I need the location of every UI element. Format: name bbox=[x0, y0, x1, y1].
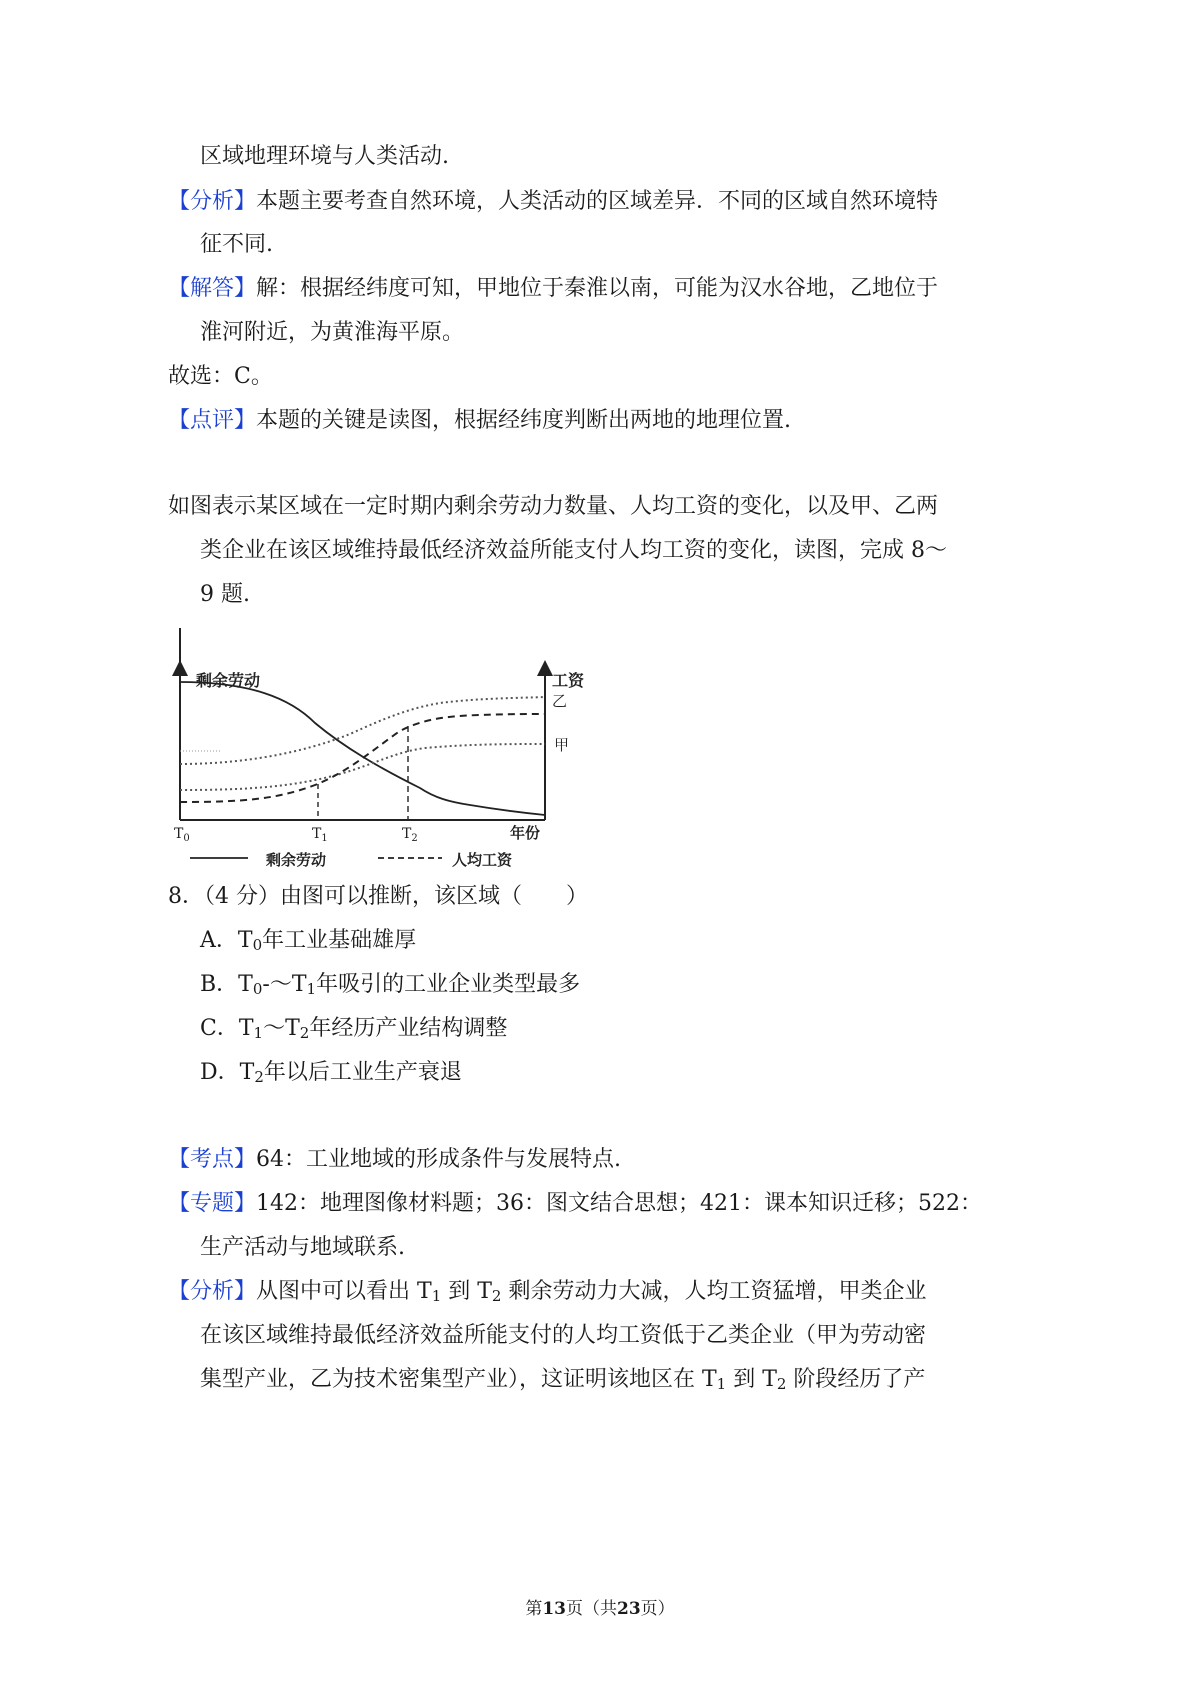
fenxi-line-3 bbox=[200, 1365, 925, 1395]
option-part: T bbox=[237, 928, 253, 953]
fenxi-sub: 2 bbox=[776, 1375, 787, 1393]
legend-dashed-label: 人均工资 bbox=[452, 851, 513, 869]
fenxi-sub: 2 bbox=[491, 1287, 502, 1305]
option-part: 年工业基础雄厚 bbox=[262, 928, 417, 953]
tick-t1: $T_1$ bbox=[312, 826, 328, 844]
comment-tag: 【点评】 bbox=[168, 408, 257, 433]
fenxi-part: 集型产业，乙为技术密集型产业），这证明该地区在 T bbox=[200, 1367, 717, 1392]
fenxi-part: 剩余劳动力大减，人均工资猛增，甲类企业 bbox=[501, 1279, 927, 1304]
page-footer bbox=[0, 1597, 1200, 1621]
option-sub: 1 bbox=[253, 1024, 264, 1042]
zhuanti-tag: 【专题】 bbox=[168, 1191, 257, 1216]
line-text: 淮河附近，为黄淮海平原。 bbox=[200, 320, 465, 345]
fenxi-part: 从图中可以看出 T bbox=[256, 1279, 432, 1304]
option-letter: C． bbox=[200, 1016, 239, 1041]
intro-line-2 bbox=[200, 536, 947, 566]
option-sub: 0 bbox=[252, 980, 263, 998]
option-letter: A． bbox=[200, 928, 238, 953]
intro-line-3 bbox=[200, 580, 250, 610]
fenxi-sub: 1 bbox=[716, 1375, 727, 1393]
kaodian-tag: 【考点】 bbox=[168, 1147, 257, 1172]
yi-curve bbox=[180, 697, 545, 764]
kaodian-line bbox=[168, 1145, 621, 1175]
legend-solid-label: 剩余劳动 bbox=[266, 851, 327, 869]
option-a bbox=[200, 926, 416, 956]
answer-line bbox=[168, 274, 938, 304]
text-line bbox=[200, 142, 449, 172]
left-axis-label: 剩余劳动 bbox=[196, 671, 261, 690]
yi-label: 乙 bbox=[552, 692, 568, 710]
footer-post: 页） bbox=[640, 1599, 675, 1619]
line-text: 区域地理环境与人类活动. bbox=[200, 144, 449, 169]
option-d bbox=[200, 1058, 462, 1088]
option-letter: D． bbox=[200, 1060, 240, 1085]
zhuanti-text: 142：地理图像材料题；36：图文结合思想；421：课本知识迁移；522： bbox=[256, 1191, 982, 1216]
jia-curve bbox=[180, 744, 545, 790]
footer-pre: 第 bbox=[525, 1599, 543, 1619]
zhuanti-cont: 生产活动与地域联系. bbox=[200, 1235, 405, 1260]
option-sub: 2 bbox=[254, 1068, 264, 1086]
text-line bbox=[200, 230, 273, 260]
option-sub: 2 bbox=[299, 1024, 310, 1042]
line-text: 解：根据经纬度可知，甲地位于秦淮以南，可能为汉水谷地，乙地位于 bbox=[256, 276, 939, 301]
fenxi-part: 阶段经历了产 bbox=[786, 1367, 926, 1392]
intro-text: 类企业在该区域维持最低经济效益所能支付人均工资的变化，读图，完成 8～ bbox=[200, 538, 947, 563]
wage-curve bbox=[180, 714, 545, 802]
tick-t2: $T_2$ bbox=[402, 826, 418, 844]
option-part: ～T bbox=[263, 1016, 300, 1041]
fenxi-line-1 bbox=[168, 1277, 926, 1307]
line-text: 故选：C。 bbox=[168, 364, 273, 389]
option-letter: B． bbox=[200, 972, 239, 997]
option-part: T bbox=[239, 1060, 255, 1085]
option-part: T bbox=[238, 1016, 254, 1041]
jia-label: 甲 bbox=[554, 736, 570, 754]
intro-text: 如图表示某区域在一定时期内剩余劳动力数量、人均工资的变化，以及甲、乙两 bbox=[168, 494, 939, 519]
analysis-tag: 【分析】 bbox=[168, 189, 257, 214]
option-part: 年吸引的工业企业类型最多 bbox=[316, 972, 581, 997]
question-stem bbox=[168, 882, 588, 912]
option-sub: 0 bbox=[252, 936, 263, 954]
right-axis-label: 工资 bbox=[552, 671, 585, 690]
choice-line bbox=[168, 362, 273, 392]
footer-mid: 页（共 bbox=[566, 1599, 617, 1619]
zhuanti-cont-line bbox=[200, 1233, 405, 1263]
option-part: 年以后工业生产衰退 bbox=[263, 1060, 462, 1085]
answer-tag: 【解答】 bbox=[168, 276, 257, 301]
zhuanti-line bbox=[168, 1189, 982, 1219]
footer-total: 23 bbox=[617, 1599, 641, 1619]
fenxi-sub: 1 bbox=[431, 1287, 442, 1305]
option-part: 年经历产业结构调整 bbox=[309, 1016, 508, 1041]
question-text: 8．（4 分）由图可以推断，该区域（ ） bbox=[168, 884, 588, 909]
line-text: 征不同. bbox=[200, 232, 273, 257]
fenxi-line-2 bbox=[200, 1321, 926, 1351]
fenxi-text: 在该区域维持最低经济效益所能支付的人均工资低于乙类企业（甲为劳动密 bbox=[200, 1323, 927, 1348]
text-line bbox=[200, 318, 464, 348]
line-text: 本题主要考查自然环境，人类活动的区域差异．不同的区域自然环境特 bbox=[256, 189, 939, 214]
option-part: T bbox=[238, 972, 253, 997]
intro-text: 9 题. bbox=[200, 582, 250, 607]
intro-line-1 bbox=[168, 492, 938, 522]
tick-t0: $T_0$ bbox=[174, 826, 190, 844]
option-part: -～T bbox=[262, 972, 307, 997]
surplus-labor-curve bbox=[180, 682, 545, 815]
fenxi-part: 到 T bbox=[726, 1367, 777, 1392]
option-sub: 1 bbox=[306, 980, 317, 998]
fenxi-tag: 【分析】 bbox=[168, 1279, 257, 1304]
analysis-line bbox=[168, 187, 938, 217]
fenxi-part: 到 T bbox=[441, 1279, 492, 1304]
line-text: 本题的关键是读图，根据经纬度判断出两地的地理位置. bbox=[256, 408, 792, 433]
option-b bbox=[200, 970, 580, 1000]
kaodian-text: 64：工业地域的形成条件与发展特点. bbox=[256, 1147, 622, 1172]
comment-line bbox=[168, 406, 791, 436]
x-axis-label: 年份 bbox=[510, 824, 541, 842]
footer-page: 13 bbox=[542, 1599, 566, 1619]
option-c bbox=[200, 1014, 507, 1044]
